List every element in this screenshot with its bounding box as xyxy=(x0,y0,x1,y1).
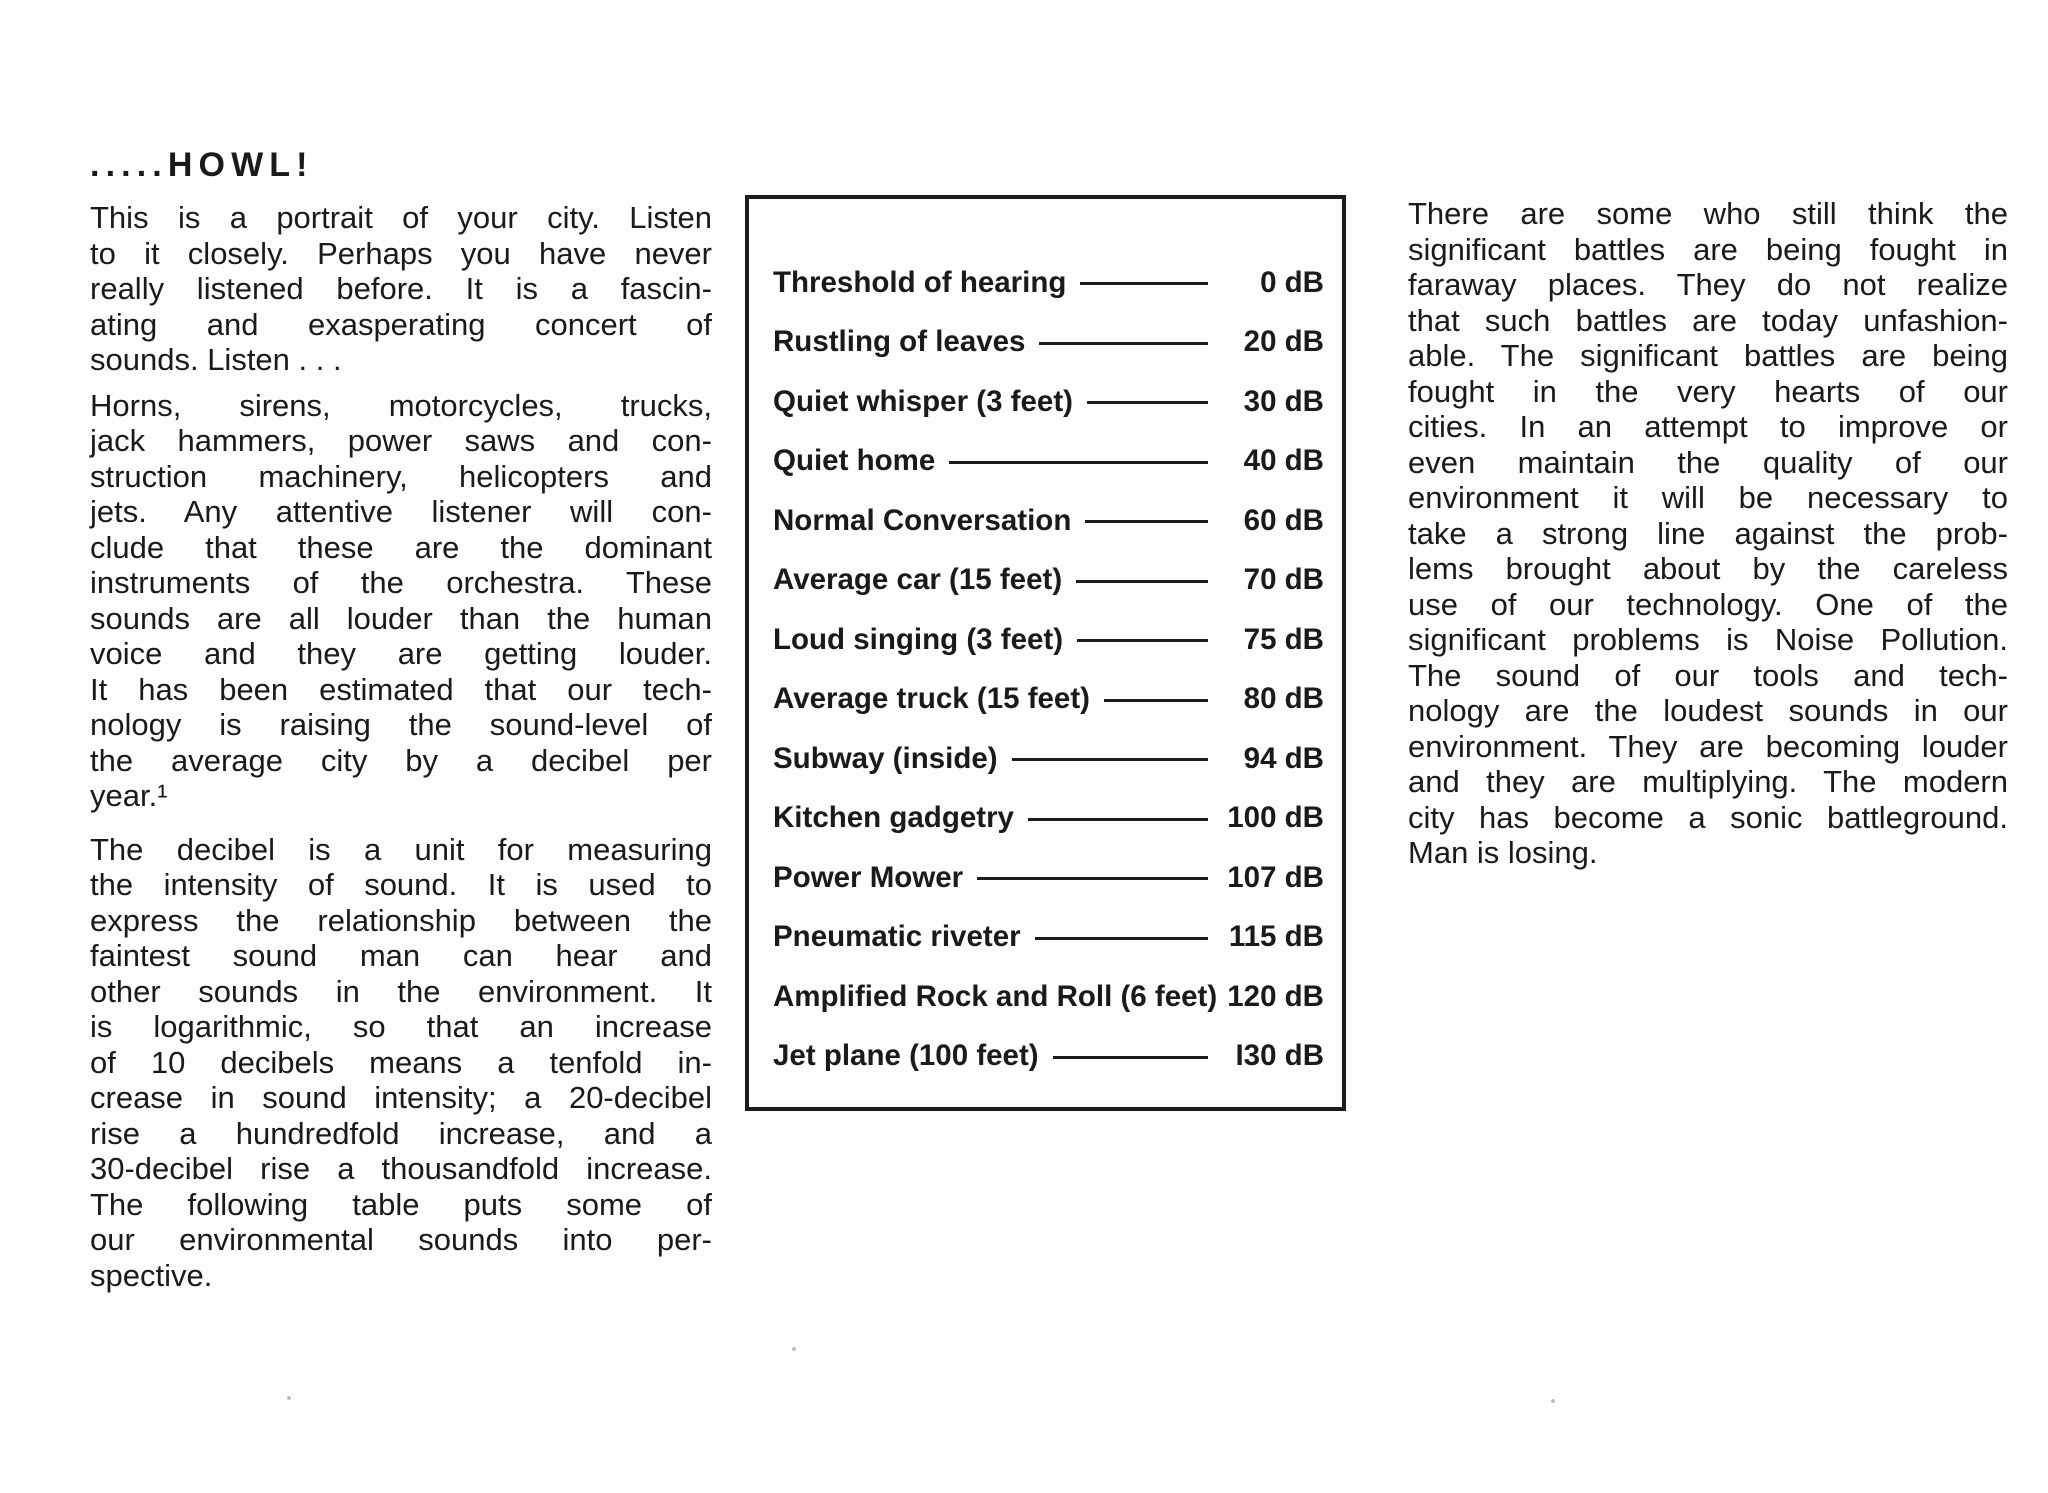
table-row xyxy=(773,313,1324,373)
text-line: Man is losing. xyxy=(1408,835,1598,870)
table-row xyxy=(773,670,1324,730)
db-value: 60 dB xyxy=(1243,503,1324,537)
text-line: 30-decibel rise a thousandfold increase. xyxy=(90,1151,712,1186)
text-line: sounds. Listen . . . xyxy=(90,342,342,377)
db-value: 0 dB xyxy=(1260,265,1324,299)
text-line: is logarithmic, so that an increase xyxy=(90,1009,712,1044)
table-row xyxy=(773,1027,1324,1087)
db-value: I30 dB xyxy=(1235,1039,1324,1073)
text-line: and they are multiplying. The modern xyxy=(1408,764,2008,799)
text-line: take a strong line against the prob- xyxy=(1408,515,2008,551)
leader-line xyxy=(1087,401,1208,404)
text-line: rise a hundredfold increase, and a xyxy=(90,1115,712,1151)
leader-line xyxy=(1035,937,1208,940)
leader-line xyxy=(1217,995,1224,998)
db-value: 107 dB xyxy=(1227,860,1324,894)
text-line: It has been estimated that our tech- xyxy=(90,671,712,707)
db-value: 115 dB xyxy=(1228,920,1324,954)
text-line: the average city by a decibel per xyxy=(90,742,712,778)
text-line: spective. xyxy=(90,1257,213,1293)
sound-label: Normal Conversation xyxy=(773,503,1072,537)
leader-line xyxy=(1039,342,1208,345)
page-title: .....HOWL! xyxy=(90,146,314,184)
table-row xyxy=(773,908,1324,968)
table-row xyxy=(773,551,1324,611)
table-row xyxy=(773,967,1324,1027)
sound-label: Rustling of leaves xyxy=(773,325,1026,359)
scan-speck xyxy=(792,1347,796,1351)
text-line: crease in sound intensity; a 20-decibel xyxy=(90,1080,712,1115)
db-value: 20 dB xyxy=(1243,325,1324,359)
table-row xyxy=(773,789,1324,849)
text-line-footnote: year.¹ xyxy=(90,778,168,813)
paragraph xyxy=(1408,196,2008,871)
text-line: The following table puts some of xyxy=(90,1186,712,1222)
text-line: faintest sound man can hear and xyxy=(90,938,712,973)
text-line: able. The significant battles are being xyxy=(1408,338,2008,373)
sound-label: Power Mower xyxy=(773,860,964,894)
sound-label: Average truck (15 feet) xyxy=(773,682,1090,716)
db-value: 100 dB xyxy=(1227,801,1324,835)
text-line: other sounds in the environment. It xyxy=(90,973,712,1009)
leader-line xyxy=(1085,520,1208,523)
text-line: The decibel is a unit for measuring xyxy=(90,831,712,867)
text-line: our environmental sounds into per- xyxy=(90,1222,712,1257)
leader-line xyxy=(1012,758,1208,761)
paragraph xyxy=(90,200,712,378)
text-line: city has become a sonic battleground. xyxy=(1408,799,2008,835)
sound-label: Subway (inside) xyxy=(773,741,998,775)
table-row xyxy=(773,848,1324,908)
decibel-table-rows xyxy=(773,253,1324,1086)
text-line: that such battles are today unfashion- xyxy=(1408,302,2008,338)
leader-line xyxy=(1076,580,1208,583)
sound-label: Jet plane (100 feet) xyxy=(773,1039,1039,1073)
table-row xyxy=(773,253,1324,313)
text-line: lems brought about by the careless xyxy=(1408,551,2008,586)
table-row xyxy=(773,372,1324,432)
text-line: There are some who still think the xyxy=(1408,196,2008,231)
sound-label: Quiet whisper (3 feet) xyxy=(773,384,1073,418)
table-row xyxy=(773,610,1324,670)
text-line: jack hammers, power saws and con- xyxy=(90,423,712,458)
table-row xyxy=(773,432,1324,492)
text-line: nology are the loudest sounds in our xyxy=(1408,693,2008,728)
decibel-table xyxy=(745,195,1346,1111)
text-line: sounds are all louder than the human xyxy=(90,600,712,636)
leader-line xyxy=(1104,699,1208,702)
text-line: nology is raising the sound-level of xyxy=(90,707,712,742)
sound-label: Quiet home xyxy=(773,444,936,478)
text-line: instruments of the orchestra. These xyxy=(90,565,712,600)
db-value: 70 dB xyxy=(1243,563,1324,597)
text-line: faraway places. They do not realize xyxy=(1408,267,2008,302)
table-row xyxy=(773,729,1324,789)
paragraph xyxy=(90,388,712,814)
text-line: of 10 decibels means a tenfold in- xyxy=(90,1044,712,1080)
text-line: really listened before. It is a fascin- xyxy=(90,271,712,306)
db-value: 40 dB xyxy=(1243,444,1324,478)
text-line: express the relationship between the xyxy=(90,902,712,938)
text-line: The sound of our tools and tech- xyxy=(1408,657,2008,693)
text-line: environment. They are becoming louder xyxy=(1408,728,2008,764)
db-value: 94 dB xyxy=(1243,741,1324,775)
sound-label: Pneumatic riveter xyxy=(773,920,1021,954)
text-line: This is a portrait of your city. Listen xyxy=(90,200,712,235)
scan-speck xyxy=(287,1396,291,1400)
text-line: clude that these are the dominant xyxy=(90,529,712,565)
leader-line xyxy=(1077,639,1208,642)
right-column xyxy=(1408,196,2008,881)
leader-line xyxy=(1053,1056,1208,1059)
text-line: Horns, sirens, motorcycles, trucks, xyxy=(90,387,712,423)
text-line: cities. In an attempt to improve or xyxy=(1408,409,2008,444)
text-line: environment it will be necessary to xyxy=(1408,480,2008,515)
text-line: ating and exasperating concert of xyxy=(90,306,712,342)
sound-label: Threshold of hearing xyxy=(773,265,1067,299)
text-line: struction machinery, helicopters and xyxy=(90,458,712,494)
text-line: significant battles are being fought in xyxy=(1408,231,2008,267)
db-value: 120 dB xyxy=(1227,979,1324,1013)
paragraph xyxy=(90,832,712,1294)
leader-line xyxy=(949,461,1208,464)
sound-label: Kitchen gadgetry xyxy=(773,801,1014,835)
text-line: fought in the very hearts of our xyxy=(1408,373,2008,409)
db-value: 80 dB xyxy=(1243,682,1324,716)
text-line: voice and they are getting louder. xyxy=(90,636,712,671)
table-row xyxy=(773,491,1324,551)
scan-speck xyxy=(1551,1399,1555,1403)
leader-line xyxy=(977,877,1208,880)
db-value: 30 dB xyxy=(1243,384,1324,418)
left-column xyxy=(90,146,712,1303)
text-line: use of our technology. One of the xyxy=(1408,586,2008,622)
text-line: to it closely. Perhaps you have never xyxy=(90,235,712,271)
leader-line xyxy=(1080,282,1208,285)
sound-label: Amplified Rock and Roll (6 feet) xyxy=(773,979,1218,1013)
text-line: jets. Any attentive listener will con- xyxy=(90,494,712,529)
sound-label: Average car (15 feet) xyxy=(773,563,1063,597)
text-line: even maintain the quality of our xyxy=(1408,444,2008,480)
text-line: the intensity of sound. It is used to xyxy=(90,867,712,902)
sound-label: Loud singing (3 feet) xyxy=(773,622,1064,656)
db-value: 75 dB xyxy=(1243,622,1324,656)
text-line: significant problems is Noise Pollution. xyxy=(1408,622,2008,657)
leader-line xyxy=(1028,818,1208,821)
